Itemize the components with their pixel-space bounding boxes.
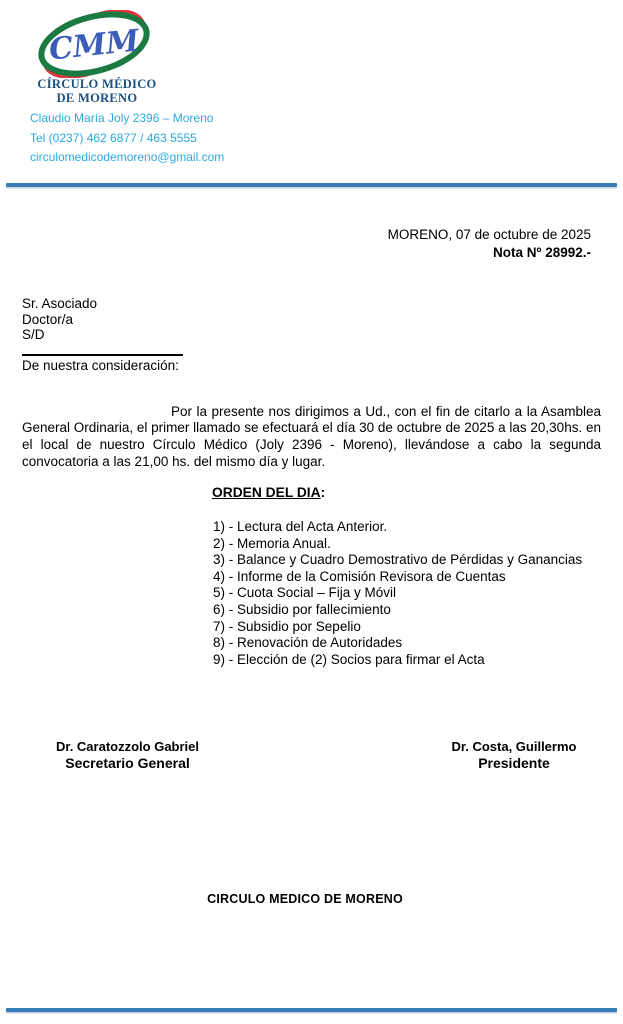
signature-president-name: Dr. Costa, Guillermo xyxy=(451,739,577,754)
salutation: De nuestra consideración: xyxy=(22,358,179,373)
agenda-title-colon: : xyxy=(320,485,326,500)
agenda-item: 2) - Memoria Anual. xyxy=(213,535,331,551)
note-number: Nota Nº 28992.- xyxy=(493,245,591,260)
signature-president xyxy=(428,739,600,772)
recipient-line: Sr. Asociado xyxy=(22,296,98,311)
agenda-item: 8) - Renovación de Autoridades xyxy=(213,635,403,651)
contact-block xyxy=(30,109,224,168)
recipient-line: S/D xyxy=(22,327,45,343)
signature-secretary-title: Secretario General xyxy=(65,755,190,771)
contact-email: circulomedicodemoreno@gmail.com xyxy=(30,150,225,164)
agenda-item: 4) - Informe de la Comisión Revisora de Cuentas xyxy=(213,568,506,584)
org-name-line1: CÍRCULO MÉDICO xyxy=(37,77,157,91)
agenda-item: 3) - Balance y Cuadro Demostrativo de Pérdidas y Ganancias xyxy=(213,552,583,568)
recipient-line: Doctor/a xyxy=(22,311,74,327)
cmm-logo-icon xyxy=(34,10,154,78)
contact-address: Claudio María Joly 2396 – Moreno xyxy=(30,111,214,125)
contact-phone: Tel (0237) 462 6877 / 463 5555 xyxy=(30,130,197,145)
agenda-item: 5) - Cuota Social – Fija y Móvil xyxy=(213,585,397,601)
org-name xyxy=(18,77,176,105)
agenda-title-text: ORDEN DEL DIA xyxy=(212,485,321,500)
agenda-item: 6) - Subsidio por fallecimiento xyxy=(213,601,391,617)
agenda-list xyxy=(213,519,582,668)
org-name-line2: DE MORENO xyxy=(56,91,138,105)
recipient-block xyxy=(22,296,183,356)
agenda-title xyxy=(212,485,325,500)
date-block xyxy=(388,226,591,262)
signature-president-title: Presidente xyxy=(478,755,550,771)
signature-secretary-name: Dr. Caratozzolo Gabriel xyxy=(55,739,200,754)
footer-divider xyxy=(6,1008,617,1012)
date-line: MORENO, 07 de octubre de 2025 xyxy=(387,227,591,242)
header-divider xyxy=(6,183,617,187)
footer-org-name: CIRCULO MEDICO DE MORENO xyxy=(207,892,403,906)
signature-secretary xyxy=(40,739,215,772)
body-paragraph: Por la presente nos dirigimos a Ud., con el fin de citarlo a la Asamblea General Ordinaria, el primer llamado se efectuará el día 30 de octubre de 2025 a las 20,30hs. en el local de nuestro Círculo Médico (Joly 2396 - Moreno), llevándose a cabo la segunda convocatoria a las 21,00 hs. del mismo día y lugar. xyxy=(22,403,601,470)
recipient-underline xyxy=(22,354,183,356)
agenda-item: 1) - Lectura del Acta Anterior. xyxy=(213,519,388,534)
agenda-item: 9) - Elección de (2) Socios para firmar el Acta xyxy=(213,651,485,667)
logo-monogram-text: CMM xyxy=(47,23,141,68)
agenda-item: 7) - Subsidio por Sepelio xyxy=(213,618,361,634)
